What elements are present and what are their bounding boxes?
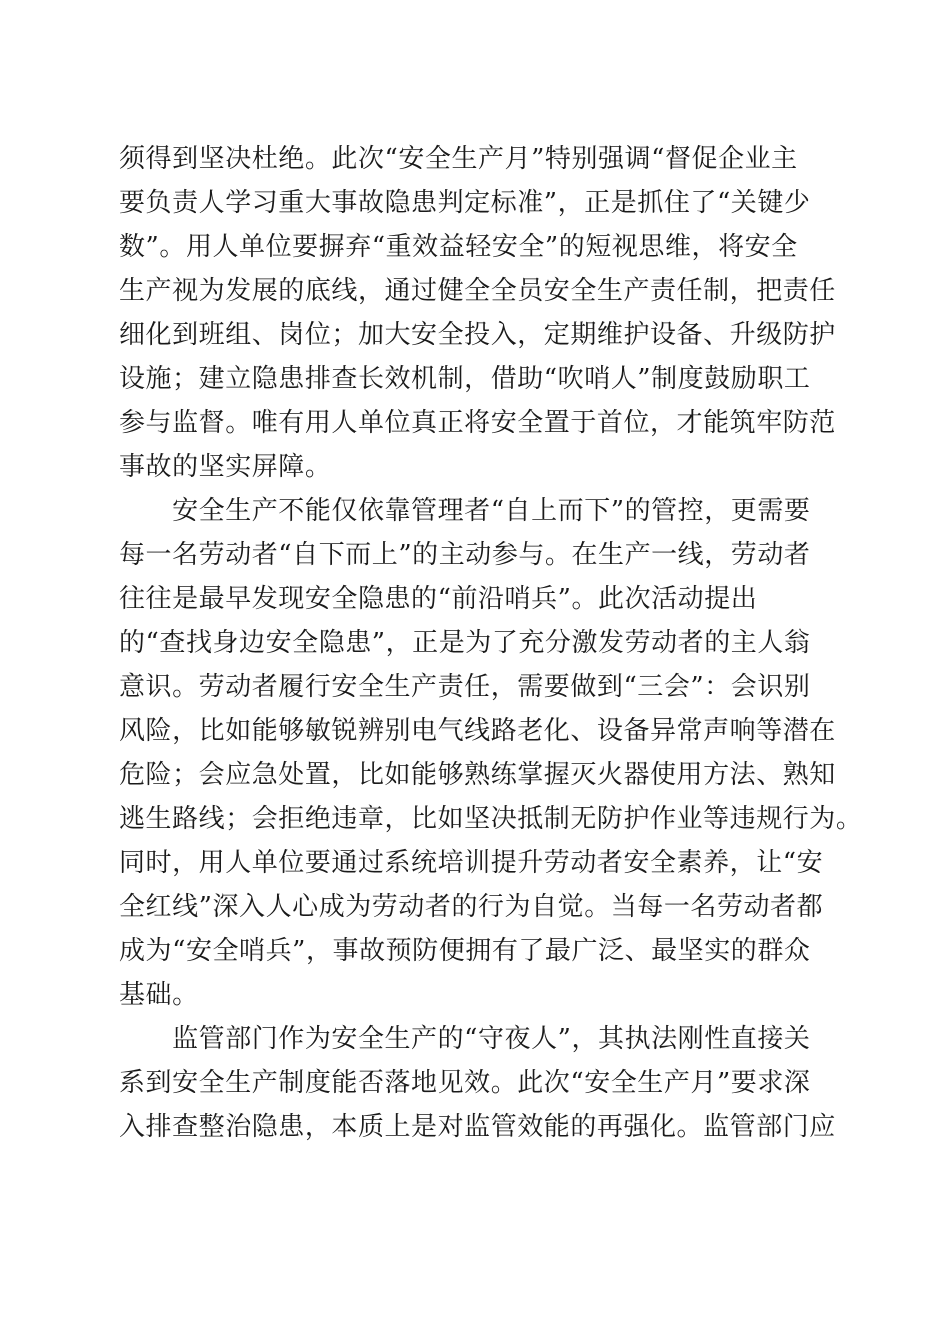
text-line: 安全生产不能仅依靠管理者“自上而下”的管控，更需要 [119, 496, 811, 526]
text-line: 危险；会应急处置，比如能够熟练掌握灭火器使用方法、熟知 [119, 760, 836, 790]
text-line: 细化到班组、岗位；加大安全投入，定期维护设备、升级防护 [119, 320, 836, 350]
text-line: 监管部门作为安全生产的“守夜人”，其执法刚性直接关 [119, 1024, 811, 1054]
text-line: 往往是最早发现安全隐患的“前沿哨兵”。此次活动提出 [119, 584, 758, 614]
text-line: 的“查找身边安全隐患”，正是为了充分激发劳动者的主人翁 [119, 628, 811, 658]
text-line: 事故的坚实屏障。 [119, 452, 332, 482]
text-line: 系到安全生产制度能否落地见效。此次“安全生产月”要求深 [119, 1068, 811, 1098]
text-line: 基础。 [119, 980, 199, 1010]
text-line: 生产视为发展的底线，通过健全全员安全生产责任制，把责任 [119, 276, 836, 306]
text-line: 须得到坚决杜绝。此次“安全生产月”特别强调“督促企业主 [119, 144, 798, 174]
text-line: 设施；建立隐患排查长效机制，借助“吹哨人”制度鼓励职工 [119, 364, 811, 394]
text-line: 数”。用人单位要摒弃“重效益轻安全”的短视思维，将安全 [119, 232, 798, 262]
text-line: 成为“安全哨兵”，事故预防便拥有了最广泛、最坚实的群众 [119, 936, 811, 966]
text-line: 入排查整治隐患，本质上是对监管效能的再强化。监管部门应 [119, 1112, 836, 1142]
text-line: 参与监督。唯有用人单位真正将安全置于首位，才能筑牢防范 [119, 408, 836, 438]
text-line: 风险，比如能够敏锐辨别电气线路老化、设备异常声响等潜在 [119, 716, 836, 746]
text-line: 要负责人学习重大事故隐患判定标准”，正是抓住了“关键少 [119, 188, 811, 218]
text-line: 同时，用人单位要通过系统培训提升劳动者安全素养，让“安 [119, 848, 824, 878]
text-line: 意识。劳动者履行安全生产责任，需要做到“三会”：会识别 [119, 672, 811, 702]
text-line: 全红线”深入人心成为劳动者的行为自觉。当每一名劳动者都 [119, 892, 824, 922]
text-line: 逃生路线；会拒绝违章，比如坚决抵制无防护作业等违规行为。 [119, 804, 863, 834]
text-line: 每一名劳动者“自下而上”的主动参与。在生产一线，劳动者 [119, 540, 811, 570]
